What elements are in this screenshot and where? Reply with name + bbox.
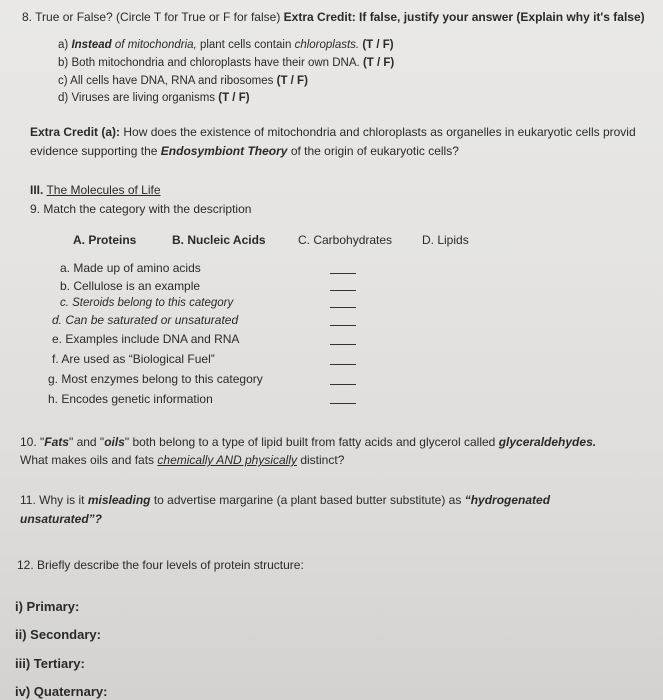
match-item-d: d. Can be saturated or unsaturated [52, 313, 239, 327]
category-lipids: D. Lipids [422, 233, 469, 247]
match-item-h: h. Encodes genetic information [48, 392, 213, 406]
match-item-b: b. Cellulose is an example [60, 279, 201, 293]
q8-item-a: a) Instead of mitochondria, plant cells contain chloroplasts. (T / F) [58, 39, 394, 51]
category-proteins: A. Proteins [73, 233, 137, 247]
q11-line1: 11. Why is it misleading to advertise margarine (a plant based butter substitute) as “hydrogenated [20, 493, 551, 507]
match-item-g: g. Most enzymes belong to this category [48, 372, 263, 386]
protein-level-secondary: ii) Secondary: [15, 627, 101, 642]
q8-header: 8. True or False? (Circle T for True or F for false) Extra Credit: If false, justify your answer (Explain why it's false) [22, 10, 645, 24]
answer-blank-f[interactable] [330, 364, 356, 365]
match-item-f: f. Are used as “Biological Fuel” [52, 352, 215, 366]
q8-item-c: c) All cells have DNA, RNA and ribosomes (T / F) [58, 75, 308, 87]
q8-item-d: d) Viruses are living organisms (T / F) [58, 92, 250, 104]
q8-item-b: b) Both mitochondria and chloroplasts have their own DNA. (T / F) [58, 57, 395, 69]
category-nucleic-acids: B. Nucleic Acids [172, 233, 266, 247]
match-item-c: c. Steroids belong to this category [60, 297, 234, 309]
q9-prompt: 9. Match the category with the description [30, 202, 252, 216]
section-title: III. The Molecules of Life [30, 183, 161, 197]
answer-blank-e[interactable] [330, 344, 356, 345]
q10-line1: 10. "Fats" and "oils" both belong to a type of lipid built from fatty acids and glycerol called glyceraldehydes. [20, 435, 597, 449]
answer-blank-h[interactable] [330, 403, 356, 404]
protein-level-primary: i) Primary: [15, 599, 80, 614]
q12-prompt: 12. Briefly describe the four levels of protein structure: [17, 558, 304, 572]
extra-credit-line1: Extra Credit (a): How does the existence of mitochondria and chloroplasts as organelles in eukaryotic cells provid [30, 125, 636, 139]
match-item-e: e. Examples include DNA and RNA [52, 332, 240, 346]
answer-blank-a[interactable] [330, 273, 356, 274]
answer-blank-g[interactable] [330, 384, 356, 385]
answer-blank-b[interactable] [330, 290, 356, 291]
protein-level-quaternary: iv) Quaternary: [15, 684, 108, 699]
q11-line2: unsaturated”? [20, 512, 103, 526]
answer-blank-c[interactable] [330, 307, 356, 308]
extra-credit-line2: evidence supporting the Endosymbiont Theory of the origin of eukaryotic cells? [30, 144, 459, 158]
category-carbohydrates: C. Carbohydrates [298, 233, 393, 247]
answer-blank-d[interactable] [330, 325, 356, 326]
q10-line2: What makes oils and fats chemically AND physically distinct? [20, 453, 345, 467]
protein-level-tertiary: iii) Tertiary: [15, 656, 85, 671]
match-item-a: a. Made up of amino acids [60, 261, 201, 275]
